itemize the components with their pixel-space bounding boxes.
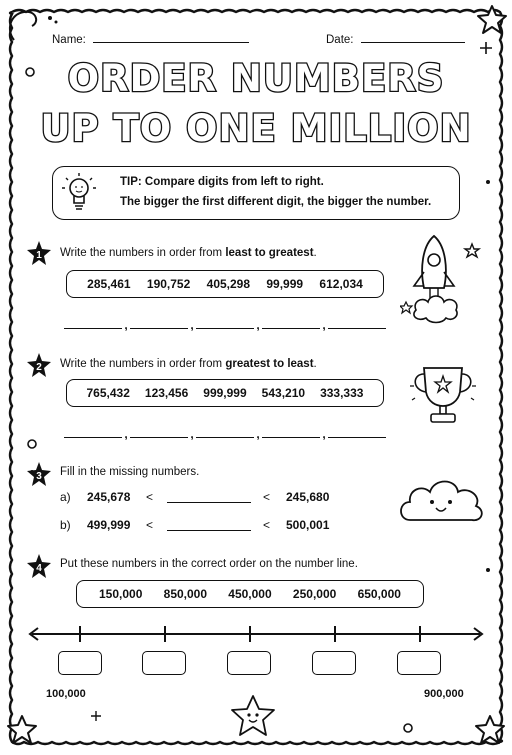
number-item: 850,000 [163, 587, 208, 601]
number-line-answer-box[interactable] [58, 651, 102, 675]
section-4-number-box [76, 580, 424, 608]
answer-blank[interactable] [328, 318, 386, 329]
title-line-1: ORDER NUMBERS [67, 57, 445, 100]
section-4-badge [26, 553, 52, 579]
rocket-icon [400, 232, 490, 324]
number-item: 190,752 [146, 277, 191, 291]
missing-number-blank[interactable] [167, 518, 251, 531]
lightbulb-icon [60, 170, 100, 216]
tip-line-2: The bigger the first different digit, the bigger the number. [120, 196, 432, 208]
number-item: 123,456 [144, 386, 189, 400]
section-4-number: 4 [36, 563, 42, 574]
decor-circle [404, 724, 412, 732]
section-4-instruction: Put these numbers in the correct order on the number line. [60, 558, 358, 570]
section-2-number-box [66, 379, 384, 407]
number-line-end-label: 900,000 [424, 688, 464, 700]
fill-row-a: a) 245,678 < < 245,680 [60, 490, 330, 504]
answer-blank[interactable] [64, 427, 122, 438]
number-item: 650,000 [357, 587, 401, 601]
date-label: Date: [326, 34, 354, 46]
answer-blank[interactable] [262, 318, 320, 329]
section-3-number: 3 [36, 471, 42, 482]
number-line-answer-box[interactable] [312, 651, 356, 675]
answer-blank[interactable] [196, 427, 254, 438]
tip-line-1: TIP: Compare digits from left to right. [120, 176, 324, 188]
number-item: 999,999 [203, 386, 247, 400]
date-blank[interactable] [361, 42, 465, 43]
answer-blank[interactable] [130, 427, 188, 438]
section-1-number-box [66, 270, 384, 298]
sparkle-icon [480, 42, 492, 54]
sparkle-icon [91, 711, 101, 721]
number-item: 450,000 [228, 587, 272, 601]
section-1-answer-blanks: , , , , [64, 318, 386, 332]
answer-blank[interactable] [262, 427, 320, 438]
smiling-cloud-icon [396, 470, 486, 526]
number-item: 765,432 [86, 386, 130, 400]
section-1-number: 1 [36, 250, 42, 261]
missing-number-blank[interactable] [167, 490, 251, 503]
number-line-start-label: 100,000 [46, 688, 86, 700]
number-line [26, 620, 486, 650]
section-3-instruction: Fill in the missing numbers. [60, 466, 200, 478]
section-2-instruction: Write the numbers in order from greatest to least. [60, 358, 317, 370]
number-item: 250,000 [292, 587, 337, 601]
number-line-answer-box[interactable] [142, 651, 186, 675]
number-item: 405,298 [206, 277, 251, 291]
answer-blank[interactable] [130, 318, 188, 329]
date-field[interactable] [326, 34, 465, 46]
number-item: 285,461 [87, 277, 131, 291]
corner-star-icon [8, 716, 36, 743]
number-line-answer-box[interactable] [397, 651, 441, 675]
smiling-star-icon [228, 694, 278, 738]
name-label: Name: [52, 34, 86, 46]
answer-blank[interactable] [64, 318, 122, 329]
number-line-answer-box[interactable] [227, 651, 271, 675]
section-1-badge [26, 240, 52, 266]
section-3-badge [26, 461, 52, 487]
corner-swirl-icon [10, 12, 58, 40]
fill-row-b: b) 499,999 < < 500,001 [60, 518, 330, 532]
answer-blank[interactable] [328, 427, 386, 438]
decor-circle [28, 440, 36, 448]
number-item: 150,000 [99, 587, 143, 601]
answer-blank[interactable] [196, 318, 254, 329]
title-line-2: UP TO ONE MILLION [40, 107, 472, 150]
name-blank[interactable] [93, 42, 249, 43]
decor-dot [486, 568, 490, 572]
section-2-answer-blanks: , , , , [64, 427, 386, 441]
section-2-badge [26, 352, 52, 378]
tip-box [52, 166, 460, 220]
number-item: 99,999 [266, 277, 304, 291]
number-item: 333,333 [320, 386, 364, 400]
section-1-instruction: Write the numbers in order from least to greatest. [60, 247, 317, 259]
name-field[interactable] [52, 34, 249, 46]
number-item: 612,034 [319, 277, 363, 291]
section-2-number: 2 [36, 362, 42, 373]
trophy-icon [404, 362, 484, 430]
decor-dot [486, 180, 490, 184]
number-item: 543,210 [261, 386, 306, 400]
